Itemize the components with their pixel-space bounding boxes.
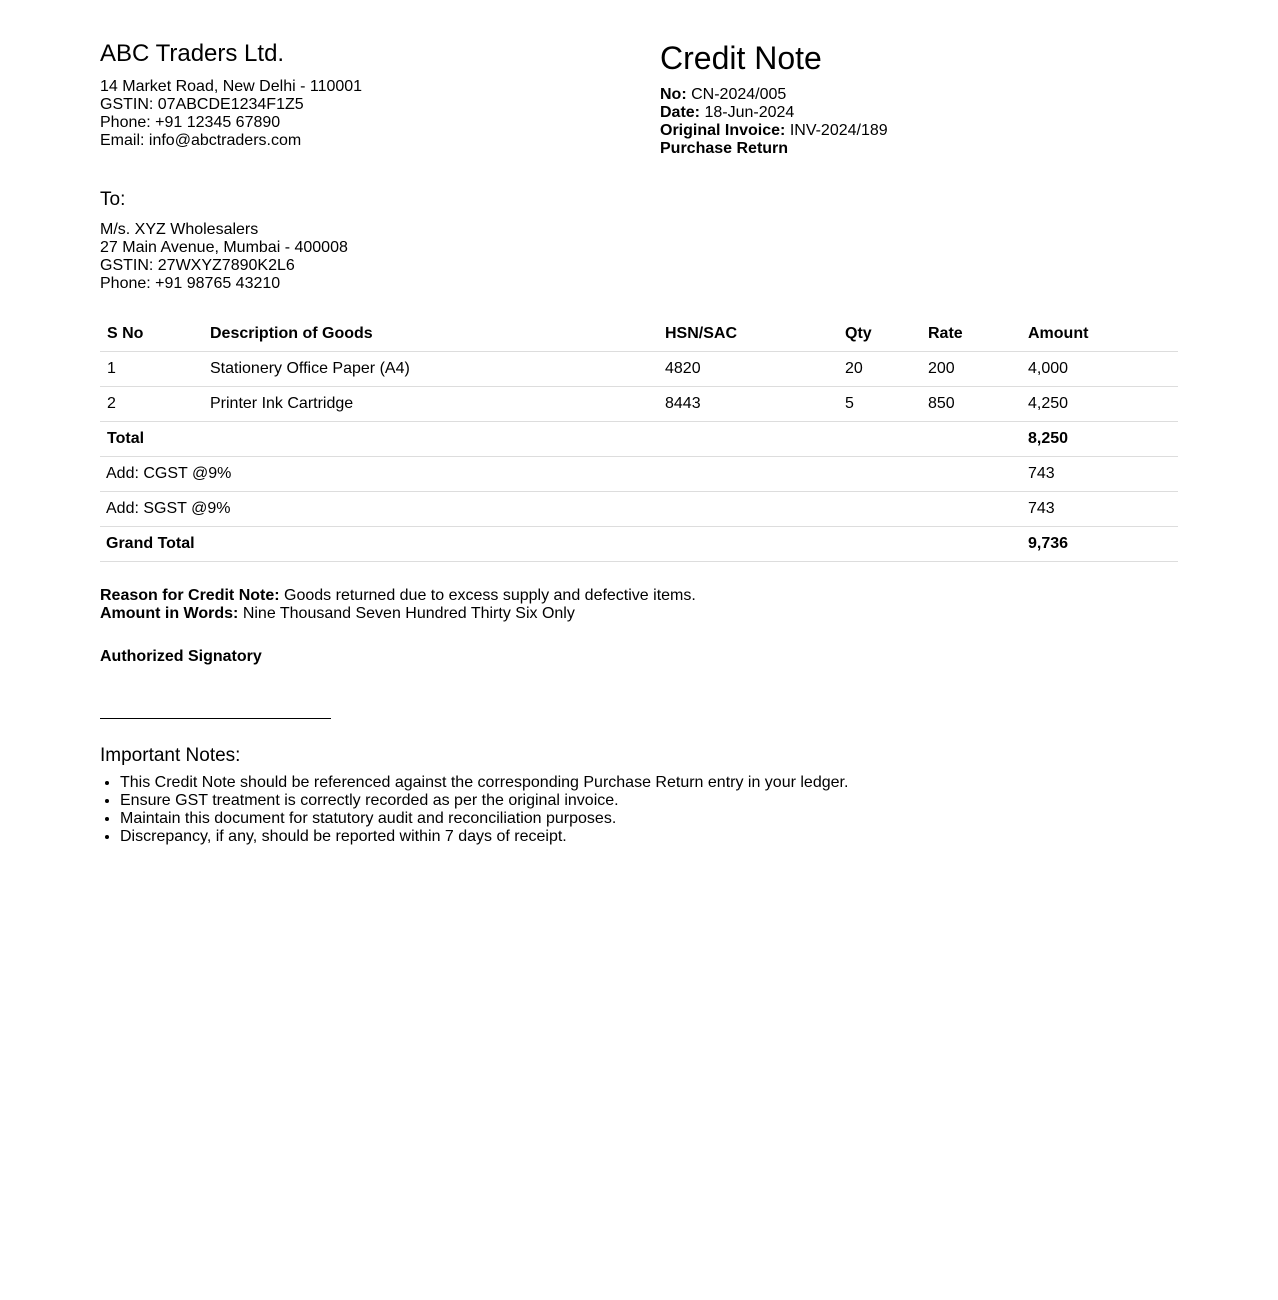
recipient-gstin: GSTIN: 27WXYZ7890K2L6 xyxy=(100,257,295,274)
list-item: • This Credit Note should be referenced against the corresponding Purchase Return entry in your ledger. xyxy=(120,774,1100,792)
row-amount: 4,000 xyxy=(1022,352,1178,387)
total-row xyxy=(100,422,1178,457)
recipient-block xyxy=(100,188,700,293)
sgst-label: Add: SGST @9% xyxy=(100,492,1022,527)
total-label: Total xyxy=(100,422,1022,457)
list-item: • Discrepancy, if any, should be reported within 7 days of receipt. xyxy=(120,828,1100,846)
row-qty: 20 xyxy=(839,352,922,387)
reason-value: Goods returned due to excess supply and defective items. xyxy=(284,587,696,604)
recipient-address: 27 Main Avenue, Mumbai - 400008 xyxy=(100,239,348,256)
grand-total-value: 9,736 xyxy=(1022,527,1178,562)
row-rate: 850 xyxy=(922,387,1022,422)
table-row xyxy=(100,387,1178,422)
table-row xyxy=(100,352,1178,387)
row-sno: 2 xyxy=(100,387,204,422)
header-hsn: HSN/SAC xyxy=(659,317,839,352)
original-invoice-label: Original Invoice: xyxy=(660,122,786,139)
document-number-value: CN-2024/005 xyxy=(691,86,787,103)
sgst-value: 743 xyxy=(1022,492,1178,527)
row-rate: 200 xyxy=(922,352,1022,387)
header-rate: Rate xyxy=(922,317,1022,352)
row-description: Stationery Office Paper (A4) xyxy=(204,352,659,387)
seller-phone: Phone: +91 12345 67890 xyxy=(100,114,281,131)
cgst-label: Add: CGST @9% xyxy=(100,457,1022,492)
seller-gstin: GSTIN: 07ABCDE1234F1Z5 xyxy=(100,96,304,113)
items-table xyxy=(100,317,1178,562)
notes-list xyxy=(100,774,1100,846)
authorized-signatory: Authorized Signatory xyxy=(100,648,262,665)
list-item: • Maintain this document for statutory audit and reconciliation purposes. xyxy=(120,810,1100,828)
document-title: Credit Note xyxy=(660,40,822,76)
seller-name: ABC Traders Ltd. xyxy=(100,40,285,67)
row-hsn: 4820 xyxy=(659,352,839,387)
recipient-name: M/s. XYZ Wholesalers xyxy=(100,221,259,238)
important-notes-title: Important Notes: xyxy=(100,745,241,766)
seller-block xyxy=(100,40,620,150)
document-type: Purchase Return xyxy=(660,140,789,157)
list-item: • Ensure GST treatment is correctly recorded as per the original invoice. xyxy=(120,792,1100,810)
cgst-row xyxy=(100,457,1178,492)
document-header xyxy=(660,40,1180,158)
recipient-phone: Phone: +91 98765 43210 xyxy=(100,275,281,292)
amount-words-value: Nine Thousand Seven Hundred Thirty Six Only xyxy=(242,605,575,622)
amount-words-line xyxy=(100,605,1100,623)
document-date-value: 18-Jun-2024 xyxy=(704,104,795,121)
document-date xyxy=(660,104,1180,122)
reason-label: Reason for Credit Note: xyxy=(100,587,280,604)
original-invoice-value: INV-2024/189 xyxy=(789,122,888,139)
grand-total-label: Grand Total xyxy=(100,527,1022,562)
recipient-heading: To: xyxy=(100,189,126,210)
header-sno: S No xyxy=(100,317,204,352)
original-invoice xyxy=(660,122,1180,140)
header-description: Description of Goods xyxy=(204,317,659,352)
important-notes xyxy=(100,744,1100,846)
row-description: Printer Ink Cartridge xyxy=(204,387,659,422)
row-hsn: 8443 xyxy=(659,387,839,422)
total-value: 8,250 xyxy=(1022,422,1178,457)
signature-line xyxy=(100,718,331,719)
document-number-label: No: xyxy=(660,86,687,103)
seller-address: 14 Market Road, New Delhi - 110001 xyxy=(100,78,363,95)
remarks-block xyxy=(100,587,1100,623)
reason-line xyxy=(100,587,1100,605)
row-sno: 1 xyxy=(100,352,204,387)
row-qty: 5 xyxy=(839,387,922,422)
row-amount: 4,250 xyxy=(1022,387,1178,422)
document-date-label: Date: xyxy=(660,104,701,121)
sgst-row xyxy=(100,492,1178,527)
cgst-value: 743 xyxy=(1022,457,1178,492)
header-qty: Qty xyxy=(839,317,922,352)
grand-total-row xyxy=(100,527,1178,562)
document-number xyxy=(660,86,1180,104)
amount-words-label: Amount in Words: xyxy=(100,605,239,622)
seller-email: Email: info@abctraders.com xyxy=(100,132,302,149)
header-amount: Amount xyxy=(1022,317,1178,352)
table-header-row xyxy=(100,317,1178,352)
